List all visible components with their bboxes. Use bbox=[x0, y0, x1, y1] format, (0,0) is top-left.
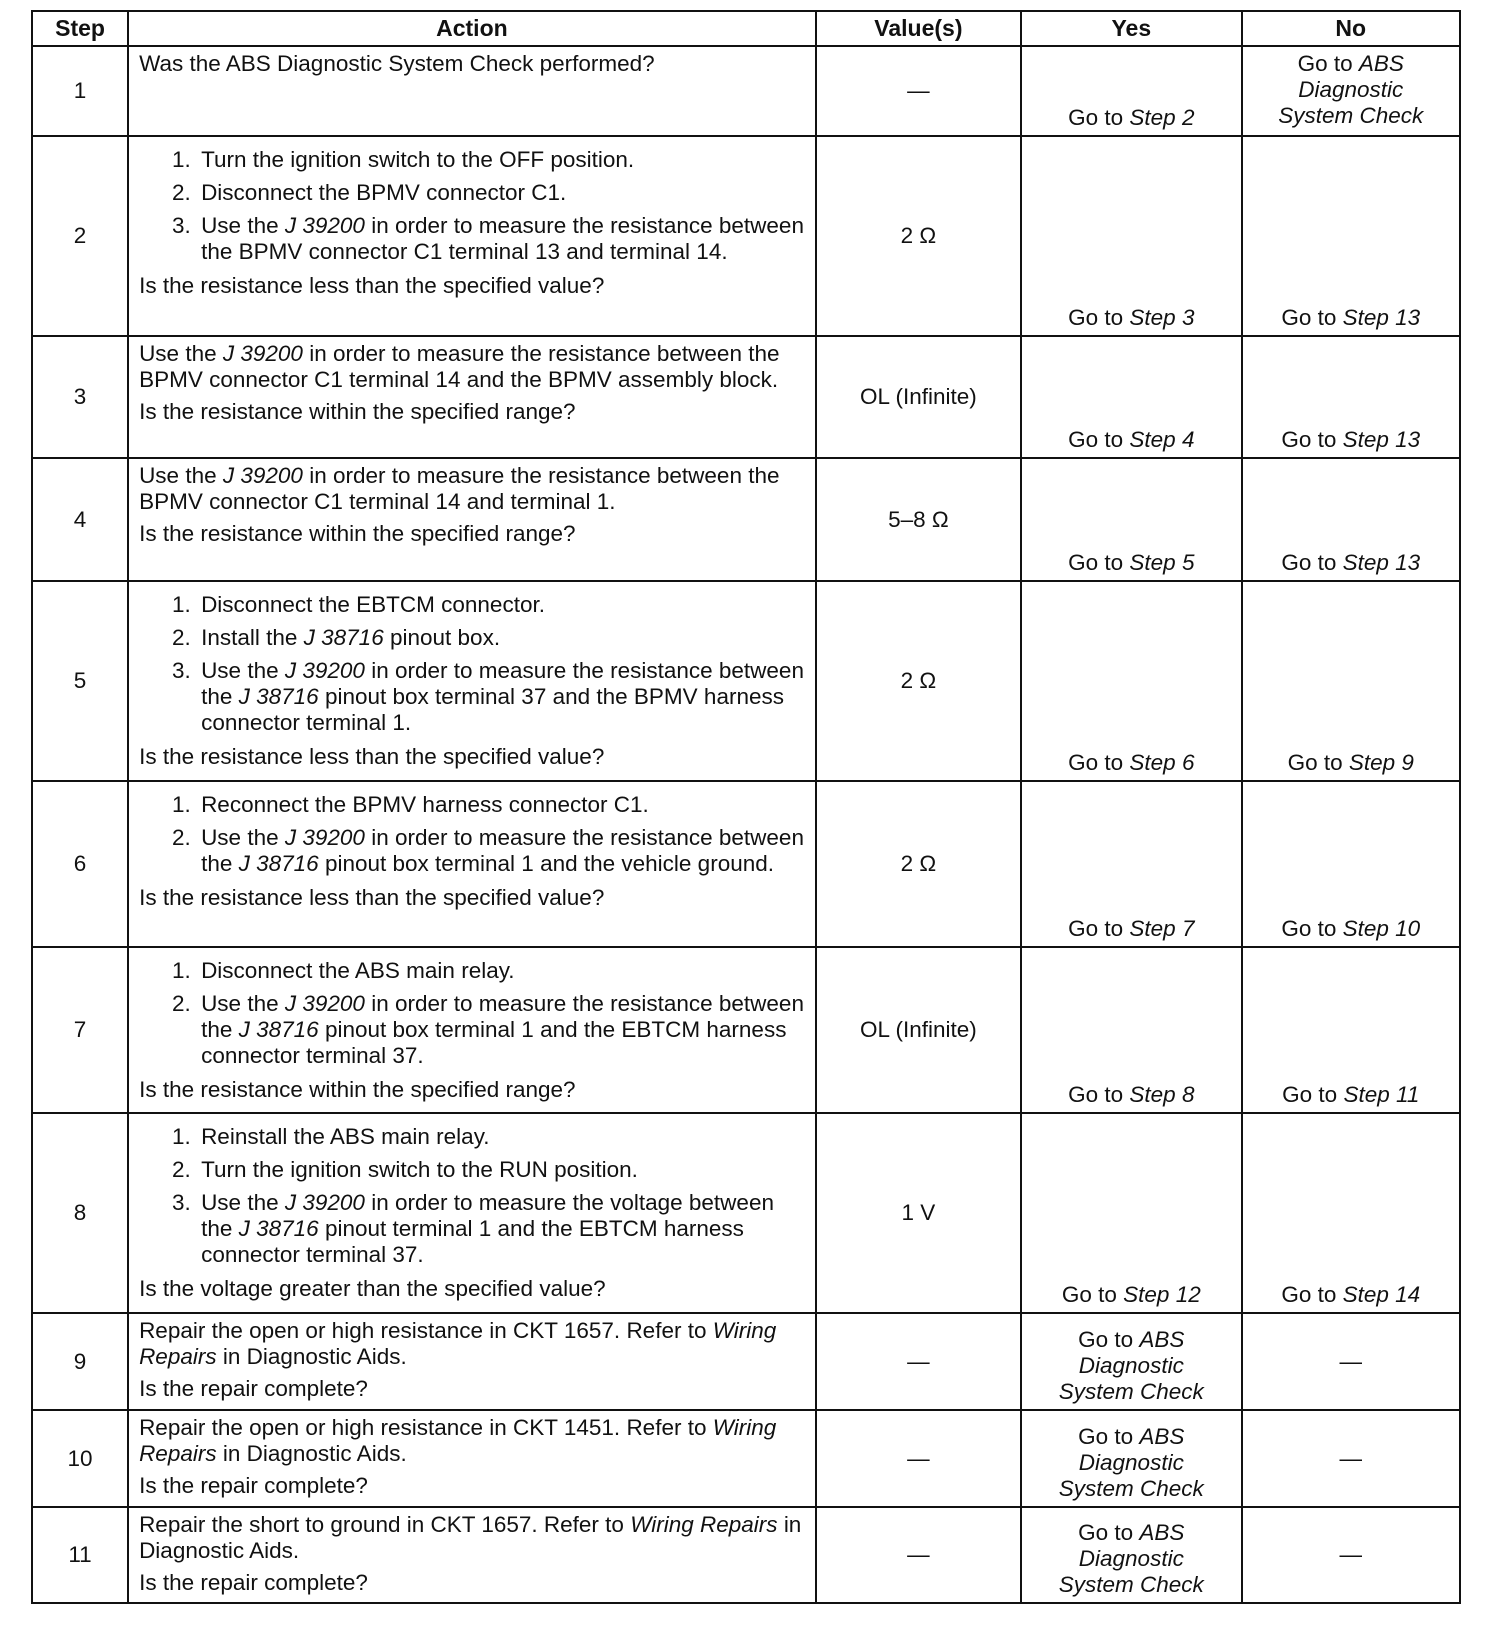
action-question: Is the resistance less than the specified value? bbox=[139, 885, 605, 910]
tool-ref: J 38716 bbox=[238, 1017, 319, 1042]
action-list bbox=[139, 792, 807, 877]
tool-ref: J 39200 bbox=[222, 341, 303, 366]
tool-ref: J 39200 bbox=[284, 991, 365, 1016]
action-list bbox=[139, 147, 807, 265]
yes-link[interactable]: Step 5 bbox=[1129, 550, 1195, 575]
no-cell: Go to Step 9 bbox=[1242, 581, 1460, 781]
action-question: Is the voltage greater than the specified value? bbox=[139, 1276, 606, 1301]
wiring-ref[interactable]: Wiring Repairs bbox=[630, 1512, 778, 1537]
action-cell bbox=[128, 581, 816, 781]
wiring-ref[interactable]: Wiring Repairs bbox=[139, 1415, 777, 1466]
value-cell: — bbox=[816, 1313, 1021, 1410]
yes-cell bbox=[1021, 46, 1241, 136]
diagnostic-table bbox=[31, 10, 1461, 1604]
no-cell: Go to Step 10 bbox=[1242, 781, 1460, 947]
tool-ref: J 39200 bbox=[284, 658, 365, 683]
yes-link[interactable]: ABS bbox=[1139, 1424, 1185, 1449]
no-link[interactable]: Step 13 bbox=[1342, 550, 1421, 575]
value-cell: 2 Ω bbox=[816, 136, 1021, 336]
action-list bbox=[139, 592, 807, 736]
tool-ref: J 38716 bbox=[238, 1216, 319, 1241]
tool-ref: J 38716 bbox=[303, 625, 384, 650]
action-cell bbox=[128, 136, 816, 336]
table-row bbox=[32, 1113, 1460, 1313]
yes-link[interactable]: Step 2 bbox=[1129, 105, 1195, 130]
yes-link[interactable]: Step 8 bbox=[1129, 1082, 1195, 1107]
yes-link[interactable]: Step 12 bbox=[1123, 1282, 1201, 1307]
action-cell bbox=[128, 947, 816, 1113]
list-item: 2. Install the J 38716 pinout box. bbox=[197, 625, 807, 651]
step-number: 2 bbox=[32, 136, 128, 336]
step-number: 9 bbox=[32, 1313, 128, 1410]
tool-ref: J 38716 bbox=[238, 684, 319, 709]
yes-link[interactable]: Step 3 bbox=[1129, 305, 1195, 330]
action-cell bbox=[128, 1313, 816, 1410]
step-number: 8 bbox=[32, 1113, 128, 1313]
step-number: 6 bbox=[32, 781, 128, 947]
yes-link[interactable]: Step 6 bbox=[1129, 750, 1195, 775]
yes-link[interactable]: System Check bbox=[1058, 1572, 1204, 1597]
yes-link[interactable]: Step 7 bbox=[1129, 916, 1195, 941]
value-cell: — bbox=[816, 1507, 1021, 1603]
no-cell: Go to Step 13 bbox=[1242, 336, 1460, 458]
no-cell: Go to Step 13 bbox=[1242, 458, 1460, 581]
no-cell: Go to Step 13 bbox=[1242, 136, 1460, 336]
yes-link[interactable]: ABS bbox=[1139, 1520, 1185, 1545]
no-cell bbox=[1242, 46, 1460, 136]
table-row bbox=[32, 136, 1460, 336]
action-question: Is the resistance within the specified range? bbox=[139, 1077, 576, 1102]
list-item: 1. Reconnect the BPMV harness connector C1. bbox=[197, 792, 807, 818]
action-question: Is the repair complete? bbox=[139, 1570, 368, 1595]
no-link[interactable]: Step 9 bbox=[1348, 750, 1414, 775]
step-number: 1 bbox=[32, 46, 128, 136]
tool-ref: J 39200 bbox=[284, 1190, 365, 1215]
table-row bbox=[32, 1410, 1460, 1507]
value-cell: — bbox=[816, 1410, 1021, 1507]
header-step: Step bbox=[32, 11, 128, 46]
yes-cell: Go to Step 5 bbox=[1021, 458, 1241, 581]
yes-cell: Go to Step 3 bbox=[1021, 136, 1241, 336]
no-link[interactable]: Step 14 bbox=[1342, 1282, 1421, 1307]
list-item: 2. Turn the ignition switch to the RUN position. bbox=[197, 1157, 807, 1183]
list-item: 2. Use the J 39200 in order to measure the resistance between the J 38716 pinout box terminal 1 and the vehicle ground. bbox=[197, 825, 807, 877]
yes-link[interactable]: System Check bbox=[1058, 1476, 1204, 1501]
yes-link[interactable]: ABS bbox=[1139, 1327, 1185, 1352]
tool-ref: J 39200 bbox=[222, 463, 303, 488]
action-list bbox=[139, 1124, 807, 1268]
yes-cell: Go to Step 12 bbox=[1021, 1113, 1241, 1313]
value-cell: OL (Infinite) bbox=[816, 336, 1021, 458]
header-yes: Yes bbox=[1021, 11, 1241, 46]
value-cell: OL (Infinite) bbox=[816, 947, 1021, 1113]
header-row bbox=[32, 11, 1460, 46]
no-prefix: Go to bbox=[1297, 51, 1353, 76]
yes-cell: Go to Step 7 bbox=[1021, 781, 1241, 947]
table-row bbox=[32, 1313, 1460, 1410]
yes-prefix: Go to bbox=[1068, 105, 1124, 130]
action-text: Use the J 39200 in order to measure the resistance between the BPMV connector C1 terminal 14 and terminal 1. bbox=[139, 463, 780, 514]
no-link[interactable]: ABS bbox=[1358, 51, 1404, 76]
step-number: 7 bbox=[32, 947, 128, 1113]
no-cell: Go to Step 14 bbox=[1242, 1113, 1460, 1313]
no-cell: Go to Step 11 bbox=[1242, 947, 1460, 1113]
list-item: 1. Turn the ignition switch to the OFF position. bbox=[197, 147, 807, 173]
action-question: Is the resistance less than the specified value? bbox=[139, 744, 605, 769]
value-cell: — bbox=[816, 46, 1021, 136]
action-text: Repair the short to ground in CKT 1657. Refer to Wiring Repairs in Diagnostic Aids. bbox=[139, 1512, 802, 1563]
step-number: 10 bbox=[32, 1410, 128, 1507]
value-cell: 2 Ω bbox=[816, 781, 1021, 947]
value-cell: 5–8 Ω bbox=[816, 458, 1021, 581]
list-item: 2. Use the J 39200 in order to measure the resistance between the J 38716 pinout box terminal 1 and the EBTCM harness connector terminal 37. bbox=[197, 991, 807, 1069]
action-cell bbox=[128, 1410, 816, 1507]
header-no: No bbox=[1242, 11, 1460, 46]
action-cell bbox=[128, 1113, 816, 1313]
no-link[interactable]: Step 13 bbox=[1342, 305, 1421, 330]
yes-cell: Go to Step 8 bbox=[1021, 947, 1241, 1113]
action-text: Was the ABS Diagnostic System Check performed? bbox=[139, 51, 655, 76]
wiring-ref[interactable]: Wiring Repairs bbox=[139, 1318, 777, 1369]
yes-link[interactable]: Diagnostic bbox=[1078, 1546, 1184, 1571]
list-item: 1. Disconnect the EBTCM connector. bbox=[197, 592, 807, 618]
table-row bbox=[32, 947, 1460, 1113]
yes-cell: Go to ABS Diagnostic System Check bbox=[1021, 1410, 1241, 1507]
yes-cell: Go to ABS Diagnostic System Check bbox=[1021, 1313, 1241, 1410]
list-item: 3. Use the J 39200 in order to measure the resistance between the J 38716 pinout box terminal 37 and the BPMV harness connector terminal 1. bbox=[197, 658, 807, 736]
action-cell bbox=[128, 781, 816, 947]
tool-ref: J 38716 bbox=[238, 851, 319, 876]
table-row bbox=[32, 458, 1460, 581]
list-item: 2. Disconnect the BPMV connector C1. bbox=[197, 180, 807, 206]
action-text: Repair the open or high resistance in CKT 1657. Refer to Wiring Repairs in Diagnostic Aids. bbox=[139, 1318, 777, 1369]
tool-ref: J 39200 bbox=[284, 825, 365, 850]
tool-ref: J 39200 bbox=[284, 213, 365, 238]
step-number: 4 bbox=[32, 458, 128, 581]
no-link[interactable]: Diagnostic bbox=[1298, 77, 1404, 102]
no-cell: — bbox=[1242, 1313, 1460, 1410]
yes-link[interactable]: Diagnostic bbox=[1078, 1450, 1184, 1475]
list-item: 1. Reinstall the ABS main relay. bbox=[197, 1124, 807, 1150]
step-number: 11 bbox=[32, 1507, 128, 1603]
no-link[interactable]: System Check bbox=[1278, 103, 1424, 128]
list-item: 3. Use the J 39200 in order to measure the voltage between the J 38716 pinout terminal 1 and the EBTCM harness connector terminal 37. bbox=[197, 1190, 807, 1268]
table-row bbox=[32, 581, 1460, 781]
list-item: 3. Use the J 39200 in order to measure the resistance between the BPMV connector C1 terminal 13 and terminal 14. bbox=[197, 213, 807, 265]
step-number: 5 bbox=[32, 581, 128, 781]
yes-cell: Go to Step 4 bbox=[1021, 336, 1241, 458]
list-item: 1. Disconnect the ABS main relay. bbox=[197, 958, 807, 984]
value-cell: 1 V bbox=[816, 1113, 1021, 1313]
no-cell: — bbox=[1242, 1410, 1460, 1507]
step-number: 3 bbox=[32, 336, 128, 458]
table-row bbox=[32, 781, 1460, 947]
action-question: Is the resistance within the specified range? bbox=[139, 399, 576, 424]
value-cell: 2 Ω bbox=[816, 581, 1021, 781]
yes-link[interactable]: System Check bbox=[1058, 1379, 1204, 1404]
action-list bbox=[139, 958, 807, 1069]
action-cell bbox=[128, 458, 816, 581]
header-values: Value(s) bbox=[816, 11, 1021, 46]
no-cell: — bbox=[1242, 1507, 1460, 1603]
no-link[interactable]: Step 13 bbox=[1342, 427, 1421, 452]
table-row bbox=[32, 1507, 1460, 1603]
action-question: Is the resistance within the specified range? bbox=[139, 521, 576, 546]
no-link[interactable]: Step 11 bbox=[1343, 1082, 1420, 1107]
yes-cell: Go to Step 6 bbox=[1021, 581, 1241, 781]
no-link[interactable]: Step 10 bbox=[1342, 916, 1421, 941]
yes-link[interactable]: Diagnostic bbox=[1078, 1353, 1184, 1378]
yes-cell: Go to ABS Diagnostic System Check bbox=[1021, 1507, 1241, 1603]
action-question: Is the resistance less than the specified value? bbox=[139, 273, 605, 298]
action-text: Use the J 39200 in order to measure the resistance between the BPMV connector C1 terminal 14 and the BPMV assembly block. bbox=[139, 341, 780, 392]
table-row bbox=[32, 46, 1460, 136]
action-cell bbox=[128, 1507, 816, 1603]
action-cell bbox=[128, 46, 816, 136]
table-row bbox=[32, 336, 1460, 458]
action-cell bbox=[128, 336, 816, 458]
action-question: Is the repair complete? bbox=[139, 1376, 368, 1401]
header-action: Action bbox=[128, 11, 816, 46]
action-text: Repair the open or high resistance in CKT 1451. Refer to Wiring Repairs in Diagnostic Aids. bbox=[139, 1415, 777, 1466]
yes-link[interactable]: Step 4 bbox=[1129, 427, 1195, 452]
action-question: Is the repair complete? bbox=[139, 1473, 368, 1498]
